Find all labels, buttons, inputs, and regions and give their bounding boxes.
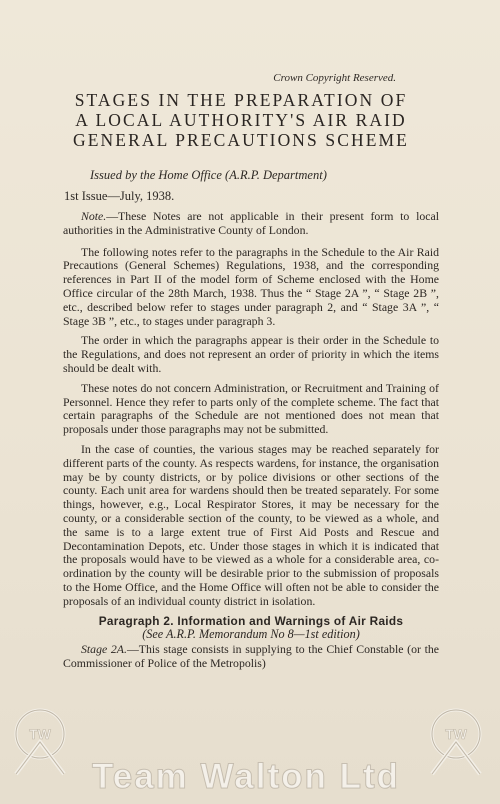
body-paragraph-4: In the case of counties, the various stages may be reached separately for different parts of the county. As respects wardens, for instance, the organisation may be by county districts, or by police divisions or other sections of the county. Each unit area for wardens should then be treated separately. For some things, however, e.g., Local Respirator Stores, it may be necessary for the county, or a considerable section of the county, to be viewed as a whole, and the same is to a large extent true of First Aid Posts and Rescue and Decontamination Depots, etc. Under those stages in which it is indicated that the proposals would have to be viewed as a whole for a considerable area, co-ordination by the county will be desirable prior to the submission of proposals to the Home Office, and the Home Office will often not be able to consider the proposals of an individual county district in isolation. bbox=[63, 441, 439, 608]
logo-text: TW bbox=[445, 726, 467, 742]
document-title bbox=[36, 90, 446, 150]
body-paragraph-3: These notes do not concern Administration, or Recruitment and Training of Personnel. Hence they refer to parts only of the complete scheme. The fact that certain paragraphs of the Schedule are not mentioned does not mean that proposals under those paragraphs may not be submitted. bbox=[63, 380, 439, 437]
copyright-notice: Crown Copyright Reserved. bbox=[273, 72, 396, 84]
team-walton-logo-icon bbox=[8, 702, 72, 776]
watermark-text: Team Walton Ltd bbox=[91, 757, 401, 796]
section-heading: Paragraph 2. Information and Warnings of Air Raids bbox=[98, 613, 404, 628]
body-paragraph-1: The following notes refer to the paragraphs in the Schedule to the Air Raid Precautions (General Schemes) Regulations, 1938, and the corresponding references in Part II of the model form of Scheme enclosed with the Home Office circular of the 28th March, 1938. Thus the “ Stage 2A ”, “ Stage 2B ”, etc., described below refer to stages under paragraph 2, and “ Stage 3A ”, “ Stage 3B ”, etc., to stages under paragraph 3. bbox=[63, 244, 439, 328]
body-paragraph-2: The order in which the paragraphs appear is their order in the Schedule to the Regulations, and does not represent an order of priority in which the items should be dealt with. bbox=[63, 333, 439, 375]
issue-date: 1st Issue—July, 1938. bbox=[64, 189, 175, 203]
logo-text: TW bbox=[29, 726, 51, 742]
section-reference: (See A.R.P. Memorandum No 8—1st edition) bbox=[142, 627, 360, 642]
stage-label: Stage 2A. bbox=[81, 642, 127, 657]
issued-by-line: Issued by the Home Office (A.R.P. Department) bbox=[90, 168, 327, 182]
title-line-2: A LOCAL AUTHORITY'S AIR RAID bbox=[75, 110, 407, 130]
title-line-3: GENERAL PRECAUTIONS SCHEME bbox=[73, 130, 409, 150]
document-body bbox=[63, 210, 439, 677]
note-paragraph bbox=[63, 210, 439, 238]
note-label: Note. bbox=[81, 209, 107, 223]
note-text: —These Notes are not applicable in their present form to local authorities in the Administrative County of London. bbox=[63, 209, 439, 237]
team-walton-logo-icon bbox=[424, 702, 488, 776]
title-line-1: STAGES IN THE PREPARATION OF bbox=[74, 90, 408, 110]
stage-text: —This stage consists in supplying to the Chief Constable (or the Commissioner of Police of the Metropolis) bbox=[63, 642, 439, 670]
stage-paragraph bbox=[63, 643, 439, 671]
